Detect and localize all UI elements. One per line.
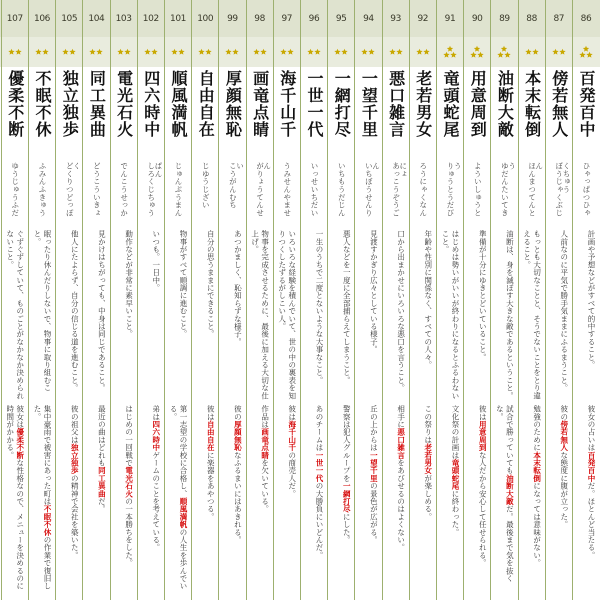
star-icon	[389, 49, 395, 55]
column-separator	[545, 0, 546, 600]
entry-number: 97	[281, 13, 293, 24]
example-text-before: はじめの一回戦で	[124, 405, 134, 467]
idiom-word: 竜頭蛇尾	[441, 70, 460, 138]
usage-example	[576, 405, 596, 595]
entry-number: 99	[227, 13, 238, 24]
star-icon	[280, 49, 286, 55]
level-stars-icon	[549, 37, 569, 67]
entry-number: 98	[254, 13, 265, 24]
star-icon	[15, 49, 21, 55]
star-icon	[525, 49, 531, 55]
entry-number: 100	[197, 13, 214, 24]
entry-number: 101	[170, 13, 186, 24]
idiom-word: 自由自在	[196, 70, 216, 138]
example-highlight: 悪口雑言	[396, 428, 406, 459]
entry-column	[331, 0, 351, 600]
star-icon	[583, 46, 589, 52]
entry-number: 105	[61, 13, 78, 24]
usage-example	[59, 405, 79, 595]
example-text-after: なふるまいにはあきれる。	[233, 451, 243, 544]
idiom-word: 四六時中	[141, 70, 161, 138]
star-icon	[335, 49, 341, 55]
idiom-meaning: あつかましく、恥知らずな様子。	[233, 230, 243, 346]
level-stars-icon	[522, 37, 542, 67]
example-text-before: 作品は	[260, 405, 270, 429]
example-text-before: 彼女の占いは	[587, 405, 596, 452]
idiom-word: 百発百中	[577, 70, 596, 138]
idiom-word: 不眠不休	[33, 70, 52, 138]
star-icon	[450, 52, 456, 58]
entry-number: 104	[88, 13, 105, 24]
star-icon	[42, 49, 48, 55]
example-highlight: 優柔不断	[15, 428, 25, 459]
star-icon	[443, 52, 449, 58]
example-text-before: 彼は	[206, 405, 216, 421]
usage-example	[114, 405, 134, 595]
example-text-after: になっては意味がない。	[532, 482, 542, 567]
idiom-reading: うみせんやません	[262, 162, 292, 217]
column-separator	[327, 0, 328, 600]
example-text-before: 弟は	[151, 405, 161, 421]
level-stars-icon	[222, 37, 242, 67]
level-stars-icon	[386, 37, 406, 67]
idiom-meaning: 動作などが非常に素早いこと。	[124, 230, 134, 338]
entry-column	[195, 0, 215, 600]
star-icon	[478, 52, 484, 58]
idiom-word: 悪口雑言	[386, 70, 406, 138]
idiom-meaning: 準備が十分にゆきとどいていること。	[478, 230, 488, 361]
idiom-reading: じゆうじざい	[201, 162, 211, 209]
column-separator	[28, 0, 29, 600]
example-highlight: 本末転倒	[532, 451, 542, 483]
column-separator	[518, 0, 519, 600]
entry-column	[59, 0, 79, 600]
star-icon	[423, 49, 429, 55]
example-text-before: あのチームは	[315, 405, 324, 452]
level-stars-icon	[114, 37, 134, 67]
entry-number: 87	[553, 13, 565, 24]
idiom-word: 優柔不断	[5, 70, 25, 138]
star-icon	[586, 52, 592, 58]
example-highlight: 用意周到	[478, 420, 488, 452]
star-icon	[447, 46, 453, 52]
example-text-before: 集中豪雨で被害にあった町は	[43, 405, 52, 506]
usage-example	[168, 405, 188, 595]
star-icon	[579, 52, 585, 58]
star-icon	[307, 49, 313, 55]
usage-example	[141, 405, 161, 595]
entry-number: 86	[580, 13, 592, 24]
example-highlight: 不眠不休	[43, 505, 52, 536]
example-text-after: にした。	[342, 512, 352, 544]
example-text-before: 相手に	[396, 405, 406, 429]
idiom-meaning: 一生のうちで二度とないような大事なこと。	[315, 230, 324, 384]
idiom-word: 用意周到	[468, 70, 488, 138]
example-text-after: な態度に腹が立った。	[559, 451, 569, 529]
level-stars-icon	[250, 37, 270, 67]
column-separator	[273, 0, 274, 600]
level-stars-icon	[413, 37, 433, 67]
star-icon	[206, 49, 212, 55]
example-text-after: だ。	[97, 497, 107, 513]
usage-example	[522, 405, 542, 595]
column-separator	[191, 0, 192, 600]
entry-column	[114, 0, 134, 600]
column-separator	[409, 0, 410, 600]
example-highlight: 海千山千	[287, 420, 297, 452]
idiom-meaning: 計画や予想などがすべて的中すること。	[587, 230, 596, 369]
column-separator	[55, 0, 56, 600]
idiom-reading: ろうにゃくなんにょ	[398, 162, 428, 217]
column-separator	[137, 0, 138, 600]
column-separator	[246, 0, 247, 600]
idiom-reading: どくりつどっぽ	[65, 162, 75, 217]
usage-example	[440, 405, 460, 595]
star-icon	[97, 49, 103, 55]
idiom-word: 同工異曲	[87, 70, 107, 138]
entry-number: 92	[417, 13, 429, 24]
idiom-word: 一世一代	[305, 70, 324, 138]
usage-example	[358, 405, 378, 595]
idiom-reading: こうがんむち	[228, 162, 238, 209]
entry-number: 96	[308, 13, 320, 24]
example-highlight: 傍若無人	[559, 420, 569, 452]
example-text-after: だ。	[587, 482, 596, 498]
level-stars-icon	[195, 37, 215, 67]
column-separator	[436, 0, 437, 600]
star-icon	[287, 49, 293, 55]
idiom-word: 一網打尽	[332, 70, 352, 138]
entry-column	[494, 0, 514, 600]
idiom-word: 海千山千	[277, 70, 297, 138]
idiom-word: 電光石火	[114, 70, 134, 138]
idiom-word: 画竜点睛	[250, 70, 270, 138]
example-text-after: の商売人だ。	[287, 451, 297, 498]
idiom-meaning: 物事を完成させるために、最後に加える大切な仕上げ。	[250, 230, 270, 400]
example-highlight: 自由自在	[206, 420, 216, 452]
entry-number: 93	[390, 13, 401, 24]
example-text-after: に終わった。	[451, 489, 460, 536]
star-icon	[501, 46, 507, 52]
level-stars-icon	[494, 37, 514, 67]
entry-number: 91	[444, 13, 456, 24]
example-text-after: の大勝負にいどんだ。	[315, 482, 324, 560]
idiom-reading: いっせいちだい	[310, 162, 319, 217]
column-separator	[490, 0, 491, 600]
example-text-after: を欠いている。	[260, 458, 270, 513]
example-text-after: な性格なので、メニューを決めるのに時間がかかる。	[5, 405, 25, 590]
entry-number: 103	[115, 13, 132, 24]
star-icon	[505, 52, 511, 58]
usage-example	[494, 405, 514, 595]
example-highlight: 一網打尽	[342, 482, 352, 513]
entry-column	[222, 0, 242, 600]
level-stars-icon	[32, 37, 52, 67]
level-stars-icon	[141, 37, 161, 67]
idiom-meaning: 他人にたよらず、自分の信じる道を進むこと。	[70, 230, 80, 392]
example-text-after: の作業で復旧した。	[33, 405, 52, 590]
usage-example	[467, 405, 487, 595]
star-icon	[226, 49, 232, 55]
star-icon	[199, 49, 205, 55]
entry-number: 102	[142, 13, 159, 24]
star-icon	[498, 52, 504, 58]
usage-example	[222, 405, 242, 595]
example-highlight: 独立独歩	[70, 443, 80, 475]
column-separator	[463, 0, 464, 600]
example-highlight: 一世一代	[315, 451, 324, 483]
star-icon	[559, 49, 565, 55]
idiom-reading: あっこうぞうごん	[371, 162, 401, 217]
idiom-reading: ふみんふきゅう	[38, 162, 47, 217]
example-text-before: 彼の	[559, 405, 569, 421]
example-highlight: 順風満帆	[179, 497, 188, 529]
example-highlight: 百発百中	[587, 451, 596, 483]
idiom-word: 油断大敵	[495, 70, 515, 138]
idiom-reading: いちもうだじん	[337, 162, 347, 217]
column-separator	[82, 0, 83, 600]
usage-example	[386, 405, 406, 595]
star-icon	[178, 49, 184, 55]
example-text-before: 勉強のために	[532, 405, 542, 452]
column-separator	[164, 0, 165, 600]
star-icon	[63, 49, 69, 55]
idiom-meaning: 見渡すかぎり広々としている様子。	[369, 230, 379, 354]
entry-column	[5, 0, 25, 600]
level-stars-icon	[168, 37, 188, 67]
idiom-reading: ひゃっぱつひゃくちゅう	[562, 162, 591, 217]
example-highlight: 画竜点睛	[260, 428, 270, 459]
star-icon	[532, 49, 538, 55]
usage-example	[413, 405, 433, 595]
star-icon	[474, 46, 480, 52]
idiom-word: 厚顔無恥	[223, 70, 243, 138]
example-text-before: 彼は	[287, 405, 297, 421]
column-separator	[572, 0, 573, 600]
example-text-after: の景色が広がる。	[369, 482, 379, 544]
column-separator	[1, 0, 2, 600]
usage-example	[5, 405, 25, 595]
idiom-meaning: 自分の思うままにできること。	[206, 230, 216, 338]
example-text-tail: ほとんど当たる。	[587, 497, 596, 560]
example-text-before: 彼女は	[15, 405, 25, 429]
example-highlight: 老若男女	[423, 443, 433, 475]
entry-column	[358, 0, 378, 600]
idiom-reading: よういしゅうとう	[453, 162, 483, 217]
example-text-before: 試合で勝っていても	[505, 405, 515, 475]
idiom-word: 順風満帆	[169, 70, 188, 138]
idiom-meaning: 年齢や性別に関係なく、すべての人々。	[423, 230, 433, 369]
usage-example	[549, 405, 569, 595]
column-separator	[382, 0, 383, 600]
star-icon	[144, 49, 150, 55]
level-stars-icon	[277, 37, 297, 67]
level-stars-icon	[440, 37, 460, 67]
entry-number: 107	[6, 13, 23, 24]
idiom-meaning: いろいろな経験を積んでいて、世の中の裏表を知りつくしたずるがしこい人。	[277, 230, 297, 400]
example-highlight: 一望千里	[369, 451, 379, 483]
example-text-after: が楽しめる。	[423, 474, 433, 521]
star-icon	[90, 49, 96, 55]
idiom-reading: ゆだんたいてき	[500, 162, 510, 217]
star-icon	[117, 49, 123, 55]
entry-column	[440, 0, 460, 600]
star-icon	[369, 49, 375, 55]
idiom-reading: どうこういきょく	[72, 162, 102, 217]
idiom-reading: ゆうじゅうふだ	[10, 162, 20, 217]
idiom-meaning: 物事がすべて順調に進むこと。	[179, 230, 188, 338]
usage-example	[331, 405, 351, 595]
level-stars-icon	[304, 37, 324, 67]
example-text-before: 彼の	[233, 405, 243, 421]
usage-example	[250, 405, 270, 595]
level-stars-icon	[331, 37, 351, 67]
example-text-after: だ。最後まで気を抜くな。	[495, 405, 515, 583]
star-icon	[253, 49, 259, 55]
entry-number: 88	[526, 13, 537, 24]
example-text-before: 丘の上からは	[369, 405, 379, 452]
column-separator	[218, 0, 219, 600]
column-separator	[110, 0, 111, 600]
level-stars-icon	[576, 37, 596, 67]
entry-number: 106	[34, 13, 50, 24]
star-icon	[124, 49, 130, 55]
example-highlight: 電光石火	[124, 466, 134, 498]
example-text-after: をあびせるのはよくない。	[396, 458, 406, 552]
example-text-after: の人生を歩んでいる。	[169, 405, 188, 590]
usage-example	[195, 405, 215, 595]
idiom-meaning: もっとも大切なことと、そうでないことをとり違えること。	[522, 230, 542, 400]
example-text-before: 第一志望の学校に合格し、	[179, 405, 188, 498]
idiom-reading: しろくじちゅう	[146, 162, 156, 217]
entry-column	[141, 0, 161, 600]
idiom-reading: でんこうせっか	[119, 162, 129, 217]
idiom-meaning: ぐずぐずしていて、ものごとがなかなか決められないこと。	[5, 230, 25, 400]
example-text-before: 最近の曲はどれも	[97, 405, 107, 467]
example-text-after: の一本勝ちをした。	[124, 497, 134, 567]
level-stars-icon	[5, 37, 25, 67]
example-highlight: 四六時中	[151, 420, 161, 452]
usage-example	[304, 405, 324, 595]
idiom-reading: いちぼうせんり	[364, 162, 374, 217]
example-text-before: 文化祭の計画は	[451, 405, 460, 459]
idiom-meaning: はじめは勢いがいいが終わりになるとふるわないこと。	[441, 230, 460, 400]
example-text-before: この祭りは	[423, 405, 433, 444]
idiom-meaning: 見かけはちがっても、中身は同じであること。	[97, 230, 107, 392]
entry-number: 95	[335, 13, 347, 24]
column-separator	[300, 0, 301, 600]
example-text-before: 警察は犯人グループを	[342, 405, 352, 482]
star-icon	[151, 49, 157, 55]
example-text-after: ゲームのことを考えている。	[151, 451, 161, 552]
example-text-after: な人だから安心して任せられる。	[478, 451, 488, 567]
example-text-after: の精神で会社を築いた。	[70, 474, 80, 560]
idiom-reading: ほんまつてんとう	[507, 162, 537, 217]
star-icon	[552, 49, 558, 55]
level-stars-icon	[467, 37, 487, 67]
idiom-word: 一望千里	[359, 70, 379, 138]
star-icon	[260, 49, 266, 55]
entry-number: 89	[499, 13, 510, 24]
entry-number: 90	[471, 13, 483, 24]
star-icon	[70, 49, 76, 55]
usage-example	[32, 405, 52, 595]
idiom-word: 傍若無人	[549, 70, 569, 138]
idiom-meaning: 口から出まかせにいろいろな悪口を言うこと。	[396, 230, 406, 392]
example-text-after: に楽器をあやつる。	[206, 451, 216, 521]
idiom-reading: りゅうとうだび	[446, 162, 455, 217]
level-stars-icon	[358, 37, 378, 67]
column-separator	[354, 0, 355, 600]
star-icon	[233, 49, 239, 55]
idiom-reading: がりょうてんせい	[235, 162, 265, 217]
idiom-reading: ぼうじゃくぶじん	[534, 162, 564, 217]
entry-column	[32, 0, 52, 600]
idiom-meaning: 眠ったり休んだりしないで、物事に取り組むこと。	[33, 230, 52, 392]
star-icon	[342, 49, 348, 55]
level-stars-icon	[59, 37, 79, 67]
star-icon	[314, 49, 320, 55]
idiom-word: 本末転倒	[522, 70, 542, 138]
idiom-reading: じゅんぷうまんぱん	[154, 162, 183, 217]
usage-example	[277, 405, 297, 595]
idiom-meaning: いつも。一日中。	[151, 230, 161, 292]
idiom-word: 独立独歩	[60, 70, 80, 138]
example-highlight: 同工異曲	[97, 466, 107, 498]
idiom-meaning: 油断は、身を滅ぼす大きな敵であるということ。	[505, 230, 515, 400]
star-icon	[362, 49, 368, 55]
usage-example	[86, 405, 106, 595]
example-highlight: 厚顔無恥	[233, 420, 243, 452]
example-text-before: 彼は	[478, 405, 488, 421]
star-icon	[396, 49, 402, 55]
star-icon	[35, 49, 41, 55]
star-icon	[8, 49, 14, 55]
idiom-meaning: 人前なのに平気で勝手気ままにふるまうこと。	[559, 230, 569, 392]
entry-number: 94	[363, 13, 374, 24]
idiom-word: 老若男女	[413, 70, 433, 138]
star-icon	[416, 49, 422, 55]
idiom-meaning: 悪人などを一度に全部捕らえてしまうこと。	[342, 230, 352, 384]
example-highlight: 竜頭蛇尾	[451, 458, 460, 490]
star-icon	[171, 49, 177, 55]
example-highlight: 油断大敵	[505, 474, 515, 506]
level-stars-icon	[86, 37, 106, 67]
entry-column	[304, 0, 324, 600]
star-icon	[471, 52, 477, 58]
example-text-before: 彼の祖父は	[70, 405, 80, 444]
